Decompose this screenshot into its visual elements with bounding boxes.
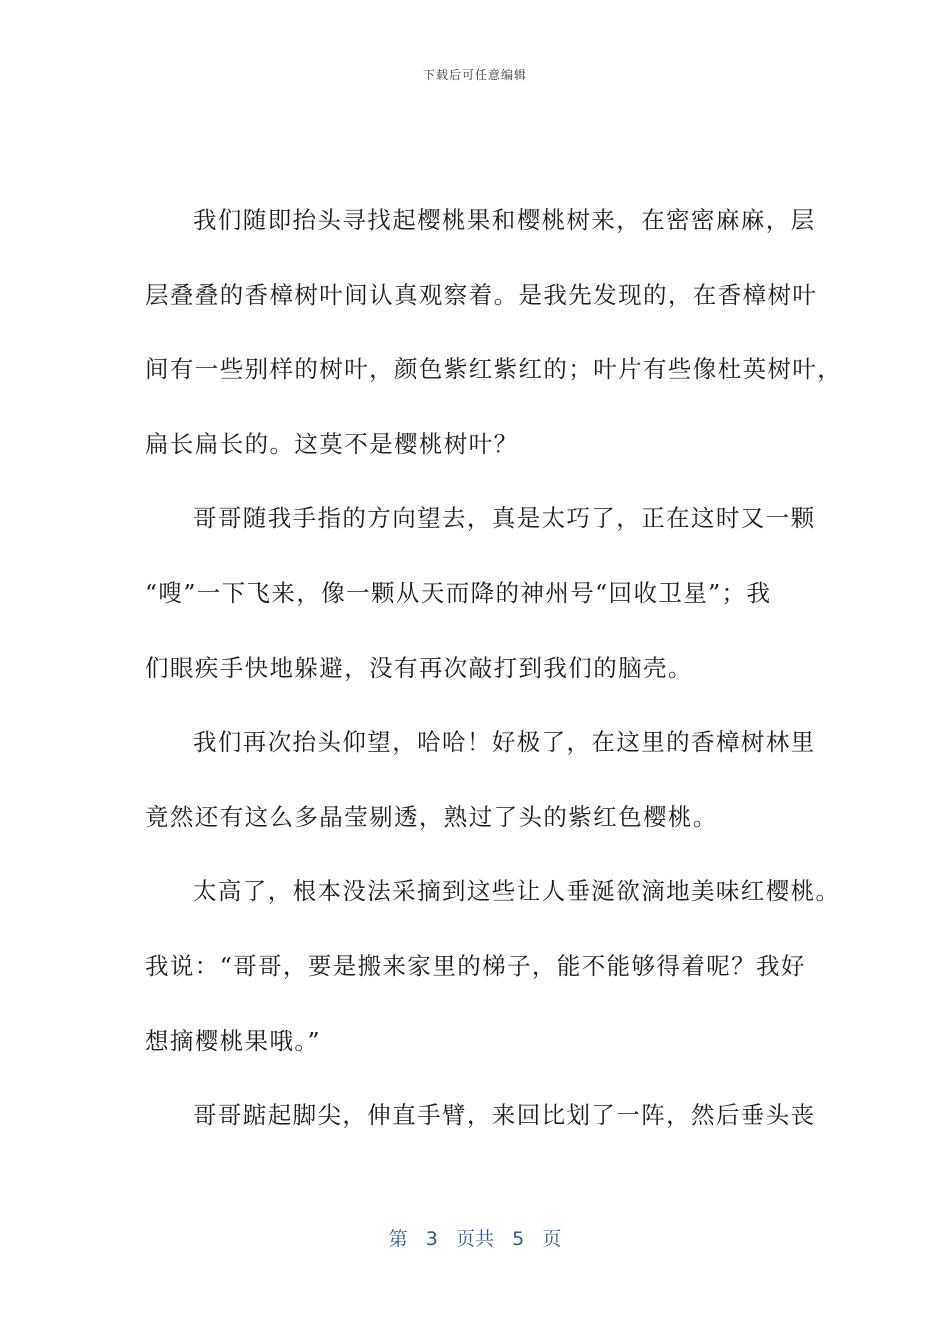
document-body [145, 196, 843, 1166]
body-line-3: 间有一些别样的树叶，颜色紫红紫红的；叶片有些像杜英树叶， [145, 355, 843, 384]
body-line-2: 层叠叠的香樟树叶间认真观察着。是我先发现的，在香樟树叶 [145, 280, 818, 309]
footer-current-page: 3 [425, 1228, 438, 1250]
body-line-1: 我们随即抬头寻找起樱桃果和樱桃树来，在密密麻麻，层 [193, 206, 816, 234]
body-line-12: 想摘樱桃果哦。” [145, 1026, 321, 1055]
body-line-4: 扁长扁长的。这莫不是樱桃树叶？ [145, 429, 519, 458]
body-line-6: “嗖”一下飞来，像一颗从天而降的神州号“回收卫星”；我 [145, 578, 772, 607]
body-line-7: 们眼疾手快地躲避，没有再次敲打到我们的脑壳。 [145, 653, 693, 682]
page-header: 下载后可任意编辑 [422, 68, 527, 82]
body-line-9: 竟然还有这么多晶莹剔透，熟过了头的紫红色樱桃。 [145, 802, 718, 831]
footer-suffix: 页 [542, 1228, 562, 1250]
body-line-10: 太高了，根本没法采摘到这些让人垂涎欲滴地美味红樱桃。 [193, 877, 841, 906]
footer-middle: 页共 [455, 1228, 494, 1250]
body-line-5: 哥哥随我手指的方向望去，真是太巧了，正在这时又一颗 [193, 504, 816, 533]
page-footer [0, 1224, 950, 1251]
body-line-8: 我们再次抬头仰望，哈哈！好极了，在这里的香樟树林里 [193, 728, 816, 757]
body-line-11: 我说：“哥哥，要是搬来家里的梯子，能不能够得着呢？我好 [145, 951, 806, 980]
body-line-13: 哥哥踮起脚尖，伸直手臂，来回比划了一阵，然后垂头丧 [193, 1101, 816, 1130]
footer-prefix: 第 [388, 1228, 408, 1250]
footer-total-pages: 5 [512, 1228, 525, 1250]
